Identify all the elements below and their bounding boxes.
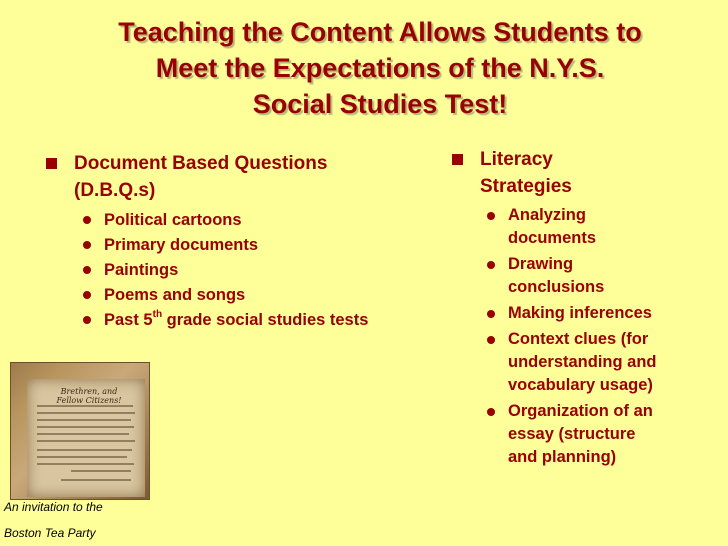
list-item (450, 328, 720, 397)
list-item-text-prefix: Past 5 (104, 311, 153, 329)
list-item-line: conclusions (508, 278, 605, 296)
list-item-line: documents (508, 229, 597, 247)
boston-tea-party-invitation-image (10, 362, 150, 500)
literacy-heading (450, 146, 720, 200)
image-caption-line-2: Boston Tea Party (4, 526, 96, 540)
list-item (44, 308, 424, 333)
list-item-line: Making inferences (508, 304, 652, 322)
list-item-text: Paintings (104, 261, 179, 279)
document-heading: Brethren, and Fellow Citizens! (56, 387, 122, 405)
list-item-text: Political cartoons (104, 211, 242, 229)
list-item-line: Drawing (508, 255, 574, 273)
dbq-heading-line-1: Document Based Questions (74, 153, 328, 174)
list-item-superscript: th (152, 309, 163, 320)
round-bullet-icon (487, 310, 495, 318)
left-column (44, 150, 424, 333)
round-bullet-icon (83, 216, 91, 224)
list-item-line: Analyzing (508, 206, 586, 224)
list-item-line: understanding and (508, 353, 657, 371)
round-bullet-icon (83, 266, 91, 274)
right-column (450, 146, 720, 472)
list-item-line: Context clues (for (508, 330, 649, 348)
list-item (450, 204, 720, 250)
list-item-text: Primary documents (104, 236, 259, 254)
square-bullet-icon (452, 154, 463, 165)
list-item (44, 258, 424, 283)
list-item (44, 283, 424, 308)
dbq-list (44, 208, 424, 333)
list-item-text: Poems and songs (104, 286, 246, 304)
round-bullet-icon (487, 336, 495, 344)
title-line-1: Teaching the Content Allows Students to (118, 17, 642, 47)
round-bullet-icon (487, 212, 495, 220)
title-line-2: Meet the Expectations of the N.Y.S. (155, 53, 605, 83)
title-line-3: Social Studies Test! (252, 89, 508, 119)
list-item (450, 302, 720, 325)
slide-title (40, 14, 720, 122)
literacy-heading-line-2: Strategies (480, 176, 572, 197)
list-item (450, 400, 720, 469)
square-bullet-icon (46, 158, 57, 169)
literacy-list (450, 204, 720, 469)
round-bullet-icon (487, 408, 495, 416)
list-item-line: Organization of an (508, 402, 653, 420)
round-bullet-icon (83, 291, 91, 299)
list-item (44, 233, 424, 258)
round-bullet-icon (83, 241, 91, 249)
literacy-heading-line-1: Literacy (480, 149, 553, 170)
list-item (44, 208, 424, 233)
list-item-line: and planning) (508, 448, 617, 466)
document-paper (27, 379, 145, 497)
round-bullet-icon (83, 316, 91, 324)
list-item-line: essay (structure (508, 425, 636, 443)
list-item-line: vocabulary usage) (508, 376, 653, 394)
list-item-text-suffix: grade social studies tests (162, 311, 369, 329)
dbq-heading (44, 150, 424, 204)
dbq-heading-line-2: (D.B.Q.s) (74, 180, 156, 201)
image-caption-line-1: An invitation to the (4, 500, 103, 514)
round-bullet-icon (487, 261, 495, 269)
list-item (450, 253, 720, 299)
